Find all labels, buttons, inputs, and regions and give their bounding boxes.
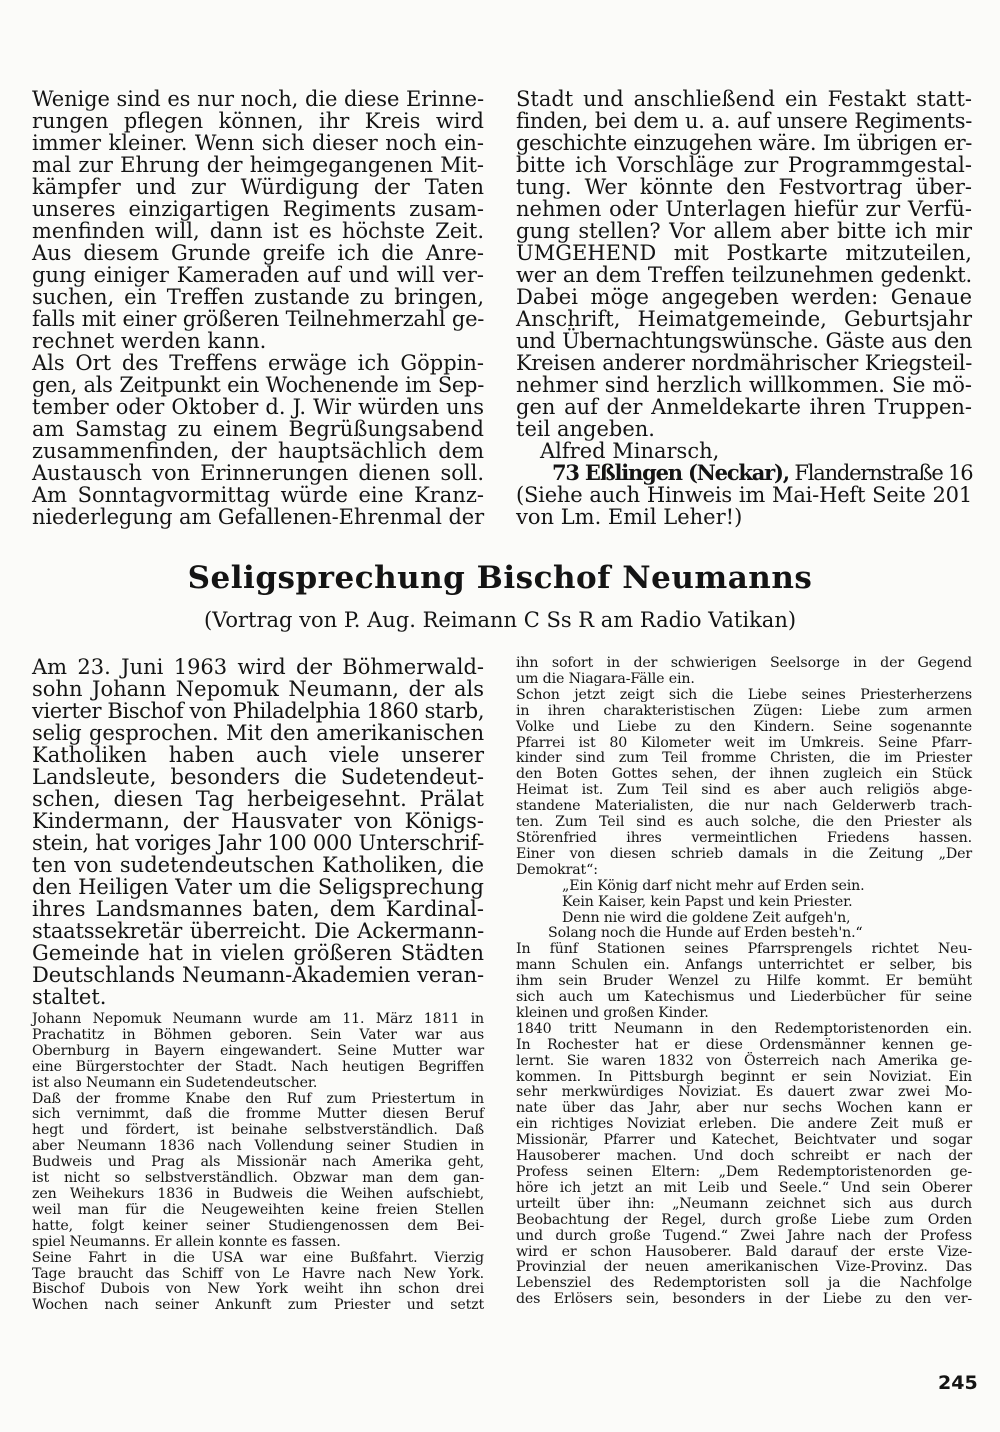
text-line: mal zur Ehrung der heimgegangenen Mit- (32, 153, 484, 177)
text-line: Pfarrei ist 80 Kilometer weit im Umkreis. Seine Pfarr- (516, 734, 972, 751)
text-line: Tage braucht das Schiff von Le Havre nach New York. (32, 1265, 484, 1282)
verse-line: Denn nie wird die goldene Zeit aufgeh'n, (562, 909, 851, 926)
text-line: Beobachtung der Regel, durch große Liebe zum Orden (516, 1211, 972, 1228)
text-line: Anschrift, Heimatgemeinde, Geburtsjahr (516, 307, 972, 331)
text-line: Lebensziel des Redemptoristen soll ja die Nachfolge (516, 1275, 972, 1292)
text-line: den Heiligen Vater um die Seligsprechung (32, 875, 484, 899)
text-line: kämpfer und zur Würdigung der Taten (32, 175, 484, 199)
text-line: ist also Neumann ein Sudetendeutscher. (32, 1074, 318, 1091)
text-line: kinder sind zum Teil fromme Christen, die im Priester (516, 750, 972, 767)
text-line: zusammenfinden, der hauptsächlich dem (32, 439, 484, 463)
text-line: eine Bürgerstochter der Stadt. Nach heutigen Begriffen (32, 1058, 484, 1075)
text-line: hatte, folgt keiner seiner Studiengenossen dem Bei- (32, 1217, 484, 1234)
text-line: spiel Neumanns. Er allein konnte es fassen. (32, 1233, 341, 1250)
text-line: Profess seinen Eltern: „Dem Redemptoristenorden ge- (516, 1164, 972, 1180)
text-line: kommen. In Pittsburgh beginnt er sein Noviziat. Ein (516, 1068, 972, 1085)
text-line: selig gesprochen. Mit den amerikanischen (32, 721, 484, 745)
text-line: ten. Zum Teil sind es auch solche, die den Priester als (516, 814, 972, 831)
text-line: wer an dem Treffen teilzunehmen gedenkt. (516, 263, 972, 287)
text-line: gung stellen? Vor allem aber bitte ich mir (516, 219, 972, 243)
signature-address (516, 462, 972, 484)
text-line: Störenfried ihres vermeintlichen Friedens hassen. (516, 829, 972, 846)
text-line: Aus diesem Grunde greife ich die Anre- (32, 241, 484, 265)
text-line: kleinen und großen Kinder. (516, 1004, 709, 1021)
text-line: UMGEHEND mit Postkarte mitzuteilen, (516, 241, 972, 265)
text-line: wird er schon Hausoberer. Bald darauf der erste Vize- (516, 1243, 972, 1260)
top-left-column (32, 88, 484, 528)
text-line: niederlegung am Gefallenen-Ehrenmal der (32, 505, 485, 529)
text-line: Einer von diesen schrieb damals in die Zeitung „Der (516, 845, 972, 862)
text-line: ihm sein Bruder Wenzel zu Hilfe kommt. Er bemüht (516, 973, 972, 990)
text-line: tung. Wer könnte den Festvortrag über- (516, 175, 972, 199)
text-line: urteilt über ihn: „Neumann zeichnet sich aus durch (516, 1195, 972, 1212)
verse-line: „Ein König darf nicht mehr auf Erden sein. (562, 877, 865, 894)
text-line: nate über das Jahr, aber nur sechs Wochen kann er (516, 1100, 972, 1117)
text-line: zen Weihekurs 1836 in Budweis die Weihen aufschiebt, (32, 1185, 484, 1202)
text-line: In Rochester hat er diese Ordensmänner kennen ge- (516, 1036, 972, 1053)
signature-note: von Lm. Emil Leher!) (516, 505, 743, 529)
text-line: lernt. Sie waren 1832 von Österreich nach Amerika ge- (516, 1052, 972, 1069)
text-line: Demokrat“: (516, 861, 598, 878)
signature-name: Alfred Minarsch, (540, 439, 720, 463)
text-line: sohn Johann Nepomuk Neumann, der als (32, 677, 484, 701)
text-line: teil angeben. (516, 417, 655, 441)
text-line: Hausoberer machen. Und doch schreibt er nach der (516, 1148, 972, 1165)
text-line: ihn sofort in der schwierigen Seelsorge in der Gegend (516, 655, 972, 671)
text-line: Am 23. Juni 1963 wird der Böhmerwald- (32, 655, 484, 679)
text-line: Wenige sind es nur noch, die diese Erinne- (32, 87, 484, 111)
text-line: Obernburg in Bayern eingewandert. Seine Mutter war (32, 1042, 484, 1059)
text-line: Gemeinde hat in vielen größeren Städten (32, 941, 484, 965)
text-line: ein richtiges Noviziat erleben. Die andere Zeit muß er (516, 1116, 972, 1133)
top-right-column (516, 88, 972, 528)
text-line: In fünf Stationen seines Pfarrsprengels richtet Neu- (516, 941, 972, 958)
text-line: nehmer sind herzlich willkommen. Sie mö- (516, 373, 972, 397)
body-left-column (32, 1012, 484, 1314)
article-subtitle: (Vortrag von P. Aug. Reimann C Ss R am Radio Vatikan) (203, 608, 797, 632)
text-line: vierter Bischof von Philadelphia 1860 starb, (32, 699, 485, 723)
text-line: Schon jetzt zeigt sich die Liebe seines Priesterherzens (516, 686, 972, 703)
text-line: gen, als Zeitpunkt ein Wochenende im Sep- (32, 373, 484, 397)
text-line: Heimat ist. Zum Teil sind es aber auch religiös abge- (516, 782, 972, 799)
signature-address-bold: 73 Eßlingen (Neckar), (552, 460, 789, 485)
text-line: mann Schulen ein. Anfangs unterrichtet er selber, bis (516, 957, 972, 974)
text-line: tember oder Oktober d. J. Wir würden uns (32, 395, 484, 419)
text-line: und durch große Tugend.“ Zwei Jahre nach der Profess (516, 1227, 972, 1244)
text-line: Katholiken haben auch viele unserer (32, 743, 484, 767)
text-line: ten von sudetendeutschen Katholiken, die (32, 853, 484, 877)
text-line: Missionär, Pfarrer und Katechet, Beichtvater und sogar (516, 1132, 972, 1149)
text-line: menfinden will, dann ist es höchste Zeit. (32, 219, 484, 243)
text-line: Seine Fahrt in die USA war eine Bußfahrt. Vierzig (32, 1249, 484, 1266)
signature-address-rest: Flandernstraße 16 (788, 461, 973, 485)
text-line: ist nicht so selbstverständlich. Obzwar man dem gan- (32, 1170, 484, 1187)
text-line: den Boten Gottes sehen, der ihnen zugleich ein Stück (516, 766, 972, 783)
page-number: 245 (938, 1372, 978, 1394)
text-line: Deutschlands Neumann-Akademien veran- (32, 963, 484, 987)
text-line: staatssekretär überreicht. Die Ackermann- (32, 919, 484, 943)
text-line: Als Ort des Treffens erwäge ich Göppin- (32, 351, 484, 375)
text-line: hegt und fördert, ist beinahe selbstverständlich. Daß (32, 1122, 484, 1139)
text-line: Prachatitz in Böhmen geboren. Sein Vater war aus (32, 1026, 484, 1043)
text-line: falls mit einer größeren Teilnehmerzahl ge- (32, 307, 484, 331)
article-title: Seligsprechung Bischof Neumanns (187, 560, 813, 596)
text-line: Provinzial der neuen amerikanischen Vize-Provinz. Das (516, 1259, 972, 1276)
text-line: höre ich jetzt an mit Leib und Seele.“ Und sein Oberer (516, 1179, 972, 1196)
text-line: immer kleiner. Wenn sich dieser noch ein- (32, 131, 484, 155)
text-line: Am Sonntagvormittag würde eine Kranz- (32, 483, 484, 507)
body-right-column (516, 656, 972, 1308)
text-line: bitte ich Vorschläge zur Programmgestal- (516, 153, 972, 177)
text-line: um die Niagara-Fälle ein. (516, 670, 695, 687)
text-line: des Erlösers sein, besonders in der Liebe zu den ver- (516, 1291, 972, 1308)
text-line: Austausch von Erinnerungen dienen soll. (32, 461, 484, 485)
verse-line: Solang noch die Hunde auf Erden besteh'n.“ (548, 925, 863, 942)
text-line: rechnet werden kann. (32, 329, 267, 353)
text-line: schen, diesen Tag herbeigesehnt. Prälat (32, 787, 484, 811)
text-line: Daß der fromme Knabe den Ruf zum Priestertum in (32, 1090, 484, 1107)
text-line: sich auch um Katechismus und Liederbücher für seine (516, 989, 972, 1006)
text-line: Wochen nach seiner Ankunft zum Priester und setzt (32, 1297, 484, 1314)
text-line: sich vernimmt, daß die fromme Mutter diesen Beruf (32, 1106, 484, 1123)
signature-note: (Siehe auch Hinweis im Mai-Heft Seite 201 (516, 483, 972, 507)
text-line: Landsleute, besonders die Sudetendeut- (32, 765, 484, 789)
text-line: Stadt und anschließend ein Festakt statt- (516, 87, 972, 111)
text-line: nehmen oder Unterlagen hiefür zur Verfü- (516, 197, 972, 221)
text-line: aber Neumann 1836 nach Vollendung seiner Studien in (32, 1138, 484, 1155)
text-line: gung einiger Kameraden auf und will ver- (32, 263, 484, 287)
text-line: staltet. (32, 985, 107, 1009)
text-line: 1840 tritt Neumann in den Redemptoristenorden ein. (516, 1020, 972, 1037)
text-line: am Samstag zu einem Begrüßungsabend (32, 417, 484, 441)
text-line: Volke und Liebe zu den Kindern. Seine sogenannte (516, 718, 972, 735)
text-line: unseres einzigartigen Regiments zusam- (32, 197, 484, 221)
text-line: suchen, ein Treffen zustande zu bringen, (32, 285, 484, 309)
text-line: Johann Nepomuk Neumann wurde am 11. März 1811 in (32, 1011, 484, 1027)
text-line: weil man für die Neugeweihten keine freien Stellen (32, 1201, 484, 1218)
text-line: rungen pflegen können, ihr Kreis wird (32, 109, 484, 133)
text-line: Dabei möge angegeben werden: Genaue (516, 285, 972, 309)
text-line: Budweis und Prag als Missionär nach Amerika geht, (32, 1154, 484, 1171)
text-line: finden, bei dem u. a. auf unsere Regiments- (516, 109, 972, 133)
text-line: Bischof Dubois von New York weiht ihn schon drei (32, 1281, 484, 1298)
text-line: sehr merkwürdiges Noviziat. Es dauert zwar zwei Mo- (516, 1084, 972, 1101)
text-line: gen auf der Anmeldekarte ihren Truppen- (516, 395, 972, 419)
verse-line: Kein Kaiser, kein Papst und kein Priester. (562, 893, 853, 910)
text-line: Kindermann, der Hausvater von Königs- (32, 809, 484, 833)
lead-paragraph (32, 656, 484, 1008)
text-line: und Übernachtungswünsche. Gäste aus den (516, 329, 972, 353)
text-line: Kreisen anderer nordmährischer Kriegsteil- (516, 351, 972, 375)
text-line: geschichte einzugehen wäre. Im übrigen er- (516, 131, 972, 155)
text-line: stein, hat voriges Jahr 100 000 Unterschrif- (32, 831, 484, 855)
text-line: in ihren charakteristischen Zügen: Liebe zum armen (516, 702, 972, 719)
text-line: standene Materialisten, die nur nach Gelderwerb trach- (516, 798, 972, 815)
text-line: ihres Landsmannes baten, dem Kardinal- (32, 897, 484, 921)
